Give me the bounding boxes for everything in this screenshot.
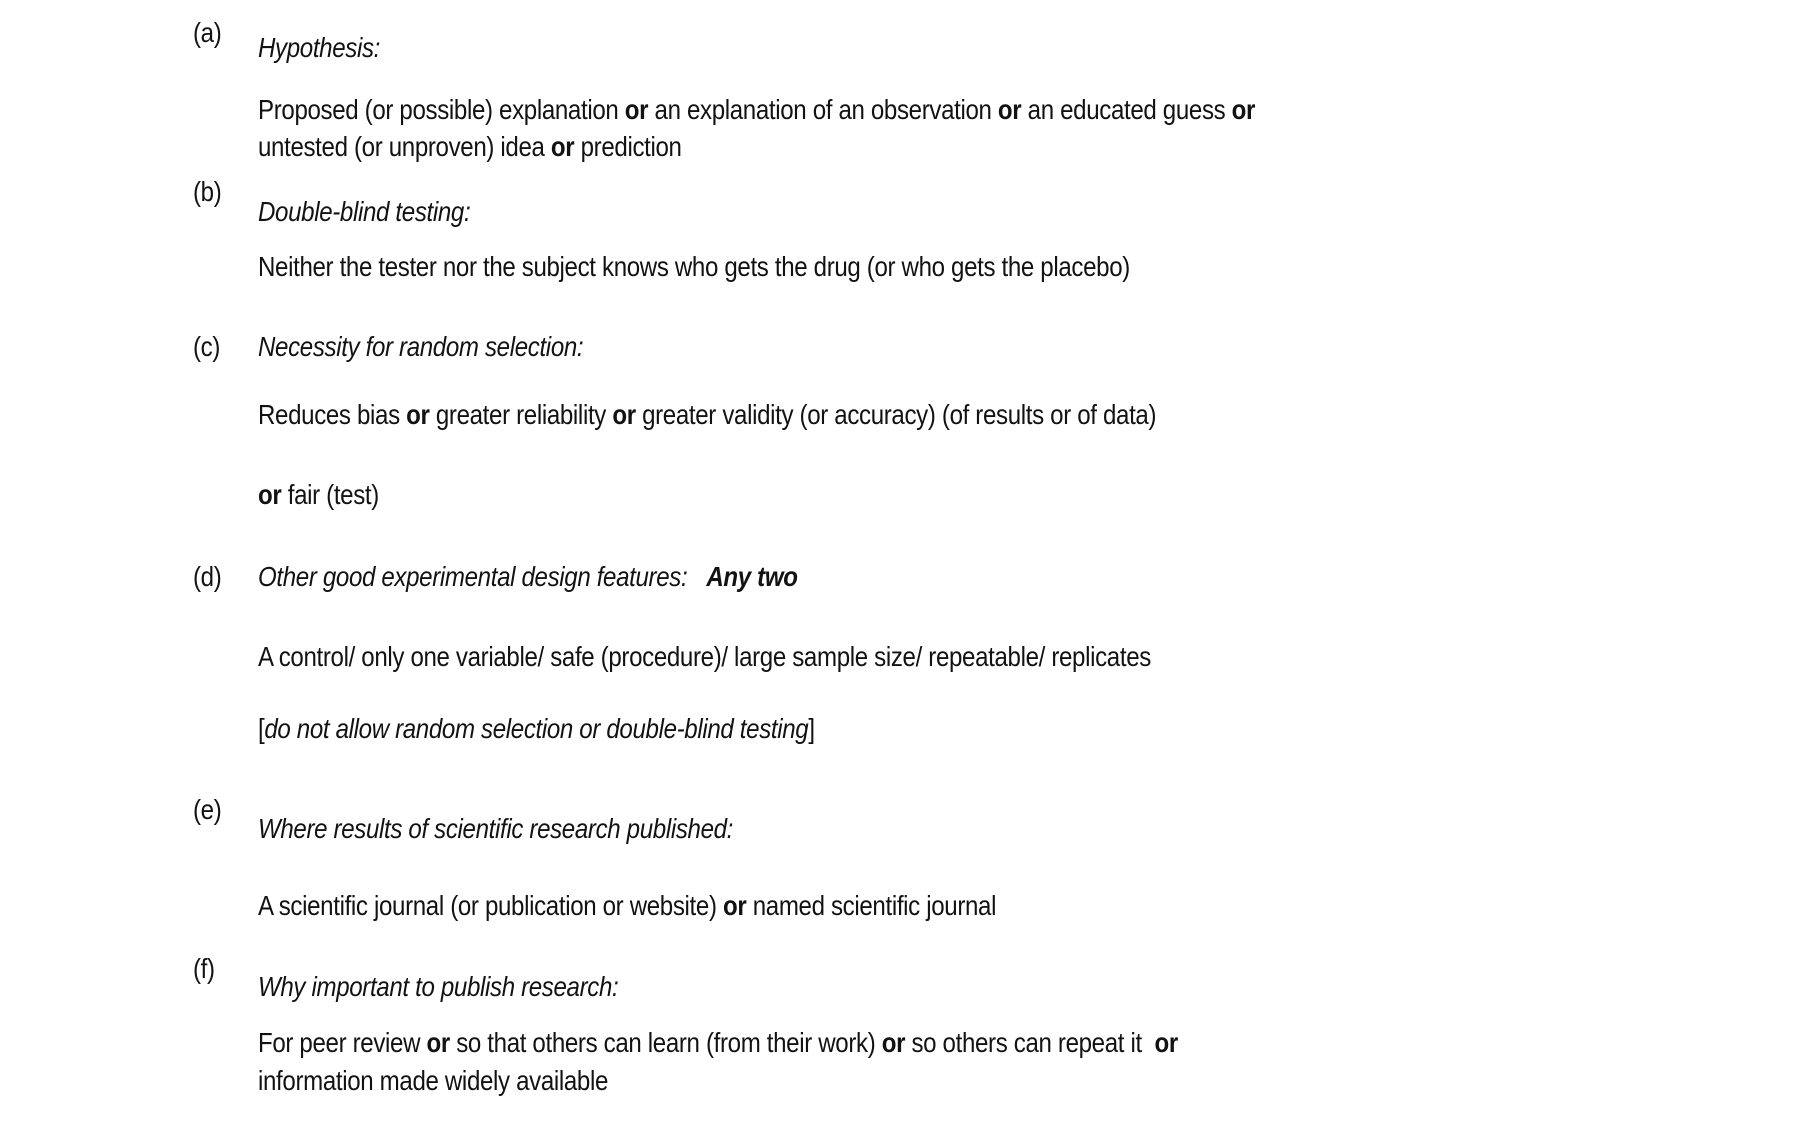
- text-segment: prediction: [574, 131, 682, 162]
- answer-line: [258, 889, 996, 923]
- emphasized-or-text: or: [426, 1027, 450, 1058]
- item-label-c: (c): [193, 331, 221, 362]
- answer-line: [258, 398, 1156, 432]
- text-segment: untested (or unproven) idea: [258, 131, 551, 162]
- emphasized-or-text: or: [612, 399, 636, 430]
- emphasized-or-text: or: [881, 1027, 906, 1058]
- emphasized-or-text: or: [1154, 1027, 1178, 1058]
- text-segment: so others can repeat it: [905, 1027, 1155, 1058]
- item-label-f: (f): [193, 953, 215, 984]
- text-segment: A scientific journal (or publication or website): [258, 890, 723, 921]
- heading-text: Necessity for random selection:: [258, 331, 584, 362]
- text-segment: so that others can learn (from their work): [449, 1027, 882, 1058]
- heading-text: Where results of scientific research published:: [258, 813, 734, 844]
- answer-line: [258, 1026, 1178, 1060]
- emphasized-or-text: or: [406, 399, 430, 430]
- item-label-a: (a): [193, 17, 222, 48]
- heading-text: Double-blind testing:: [258, 196, 471, 227]
- text-segment: do not allow random selection or double-blind testing: [264, 713, 809, 744]
- answer-line: [258, 640, 1151, 674]
- answer-line: [258, 712, 815, 746]
- heading-text: Other good experimental design features:: [258, 561, 707, 592]
- item-label-e: (e): [193, 794, 222, 825]
- item-heading: [258, 31, 380, 65]
- answer-line: [258, 478, 379, 512]
- text-segment: Reduces bias: [258, 399, 407, 430]
- answer-line: [258, 250, 1130, 284]
- text-segment: A control/ only one variable/ safe (procedure)/ large sample size/ repeatable/ replicates: [258, 641, 1151, 672]
- item-heading: [258, 195, 470, 229]
- text-segment: [: [258, 713, 265, 744]
- emphasized-or-text: or: [624, 94, 649, 125]
- item-heading: [258, 812, 733, 846]
- answer-line: [258, 93, 1255, 127]
- text-segment: ]: [808, 713, 815, 744]
- heading-emphasis-text: Any two: [706, 561, 798, 592]
- text-segment: For peer review: [258, 1027, 427, 1058]
- text-segment: information made widely available: [258, 1065, 609, 1096]
- text-segment: an explanation of an observation: [648, 94, 998, 125]
- item-label-b: (b): [193, 176, 222, 207]
- item-heading: [258, 330, 583, 364]
- heading-text: Why important to publish research:: [258, 971, 619, 1002]
- item-label-d: (d): [193, 561, 222, 592]
- emphasized-or-text: or: [550, 131, 575, 162]
- text-segment: Neither the tester nor the subject knows who gets the drug (or who gets the placebo): [258, 251, 1130, 282]
- text-segment: greater reliability: [429, 399, 613, 430]
- emphasized-or-text: or: [997, 94, 1022, 125]
- text-segment: Proposed (or possible) explanation: [258, 94, 625, 125]
- text-segment: an educated guess: [1021, 94, 1232, 125]
- heading-text: Hypothesis:: [258, 32, 381, 63]
- answer-line: [258, 130, 682, 164]
- text-segment: named scientific journal: [746, 890, 997, 921]
- text-segment: fair (test): [281, 479, 379, 510]
- text-segment: greater validity (or accuracy) (of results or of data): [635, 399, 1157, 430]
- emphasized-or-text: or: [1231, 94, 1256, 125]
- answer-line: [258, 1064, 608, 1098]
- emphasized-or-text: or: [722, 890, 747, 921]
- item-heading: [258, 560, 798, 594]
- item-heading: [258, 970, 618, 1004]
- emphasized-or-text: or: [258, 479, 282, 510]
